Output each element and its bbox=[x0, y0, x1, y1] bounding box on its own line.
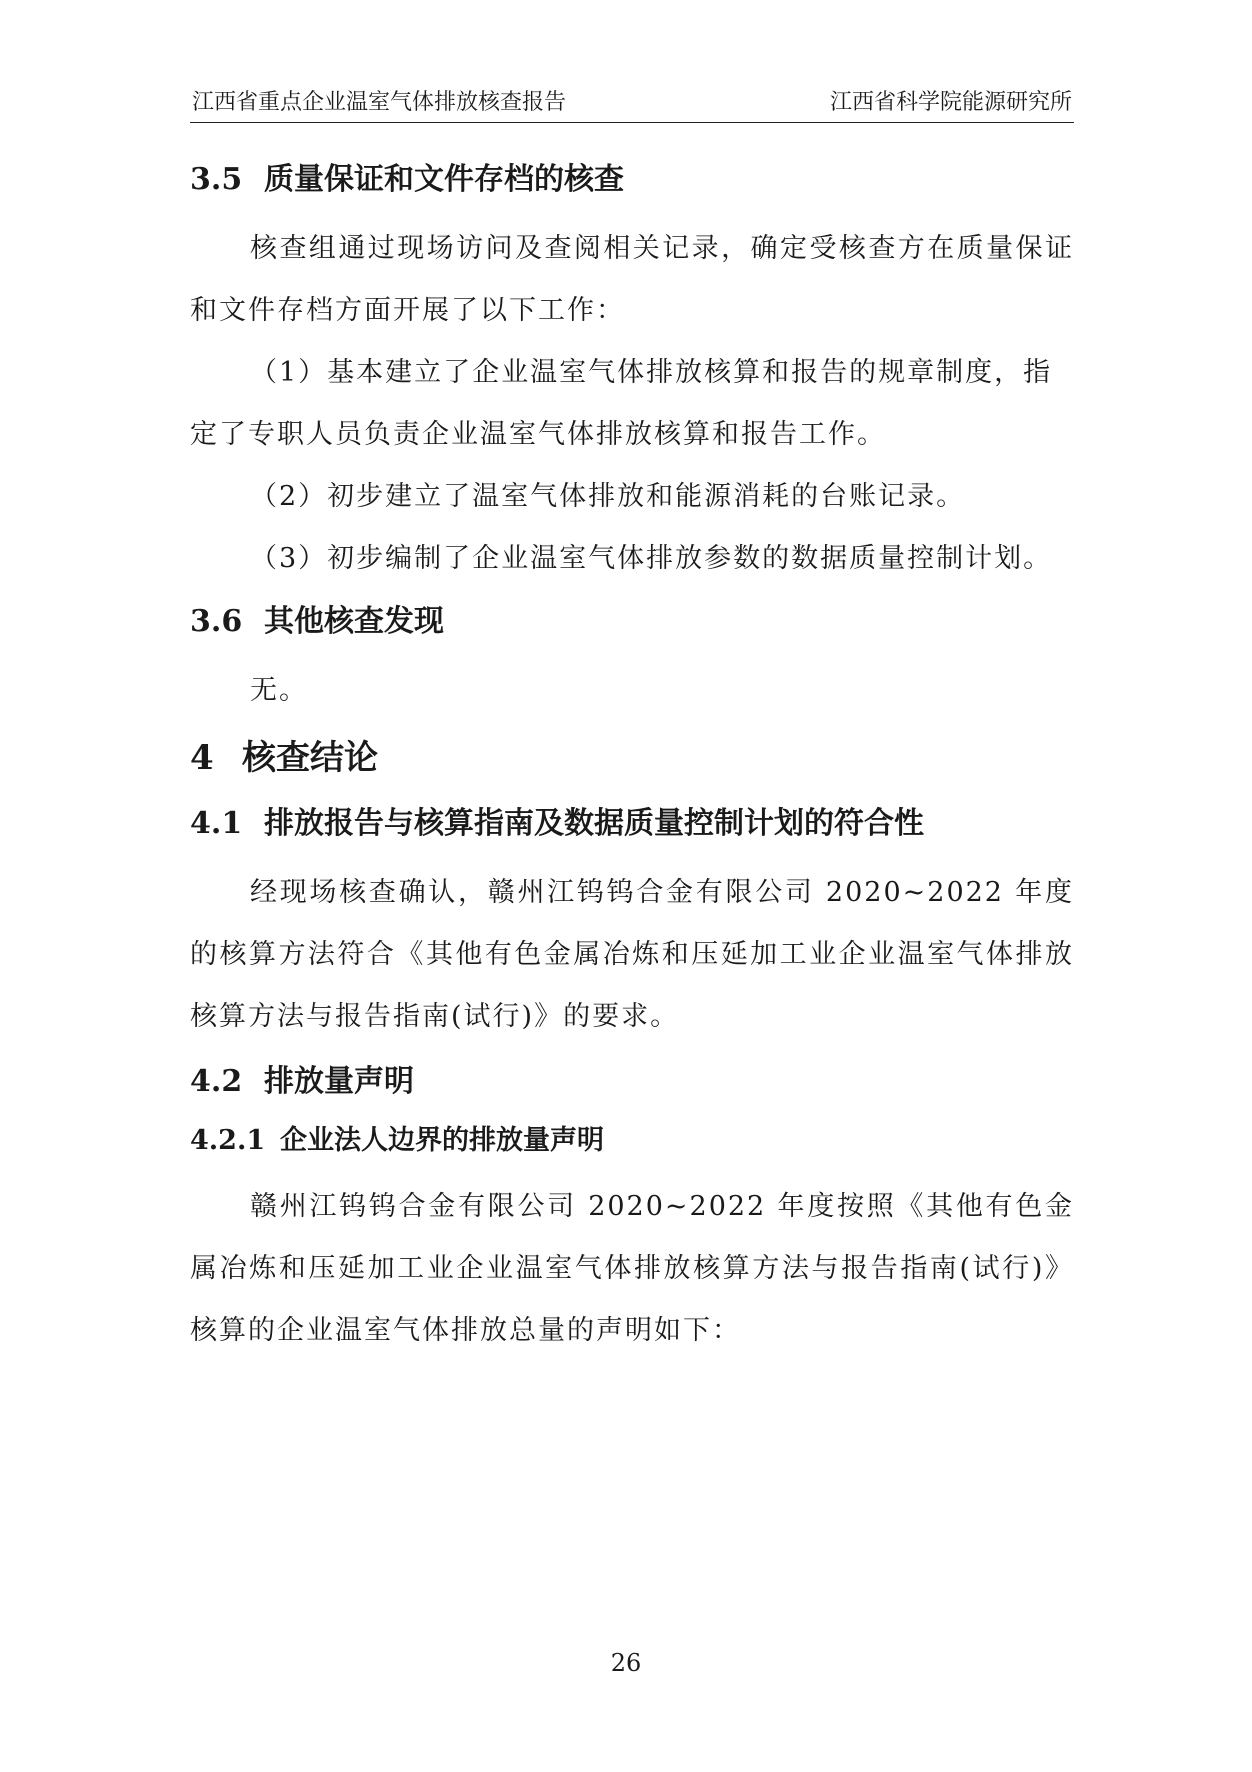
page-header bbox=[190, 88, 1074, 123]
header-report-title: 江西省重点企业温室气体排放核查报告 bbox=[192, 90, 567, 115]
heading-number: 4 bbox=[190, 738, 214, 778]
heading-4-2 bbox=[190, 1062, 1074, 1102]
heading-text: 排放量声明 bbox=[264, 1064, 414, 1099]
heading-4 bbox=[190, 736, 1074, 780]
heading-4-2-1 bbox=[190, 1122, 1074, 1160]
heading-number: 3.5 bbox=[190, 162, 243, 197]
paragraph-3-5-intro: 核查组通过现场访问及查阅相关记录，确定受核查方在质量保证和文件存档方面开展了以下工作： bbox=[190, 233, 1074, 326]
document-body bbox=[190, 160, 1074, 1362]
heading-number: 3.6 bbox=[190, 604, 243, 639]
paragraph-4-1: 经现场核查确认，赣州江钨钨合金有限公司 2020~2022 年度的核算方法符合《其他有色金属冶炼和压延加工业企业温室气体排放核算方法与报告指南(试行)》的要求。 bbox=[190, 877, 1074, 1032]
heading-3-5 bbox=[190, 160, 1074, 200]
heading-text: 质量保证和文件存档的核查 bbox=[264, 162, 624, 197]
heading-number: 4.1 bbox=[190, 806, 243, 841]
paragraph-4-2-1: 赣州江钨钨合金有限公司 2020~2022 年度按照《其他有色金属冶炼和压延加工业企业温室气体排放核算方法与报告指南(试行)》核算的企业温室气体排放总量的声明如下： bbox=[190, 1191, 1074, 1346]
paragraph-3-6: 无。 bbox=[250, 675, 308, 706]
heading-number: 4.2.1 bbox=[190, 1125, 266, 1156]
heading-text: 排放报告与核算指南及数据质量控制计划的符合性 bbox=[264, 806, 924, 841]
heading-number: 4.2 bbox=[190, 1064, 243, 1099]
heading-text: 其他核查发现 bbox=[264, 604, 444, 639]
page-number: 26 bbox=[610, 1649, 642, 1677]
heading-4-1 bbox=[190, 804, 1074, 844]
heading-3-6 bbox=[190, 602, 1074, 642]
list-item: （2）初步建立了温室气体排放和能源消耗的台账记录。 bbox=[250, 481, 966, 512]
list-item: （1）基本建立了企业温室气体排放核算和报告的规章制度，指定了专职人员负责企业温室气体排放核算和报告工作。 bbox=[190, 357, 1053, 450]
header-organization: 江西省科学院能源研究所 bbox=[829, 90, 1072, 115]
heading-text: 企业法人边界的排放量声明 bbox=[280, 1125, 604, 1156]
heading-text: 核查结论 bbox=[242, 738, 378, 778]
list-item: （3）初步编制了企业温室气体排放参数的数据质量控制计划。 bbox=[250, 543, 1053, 574]
